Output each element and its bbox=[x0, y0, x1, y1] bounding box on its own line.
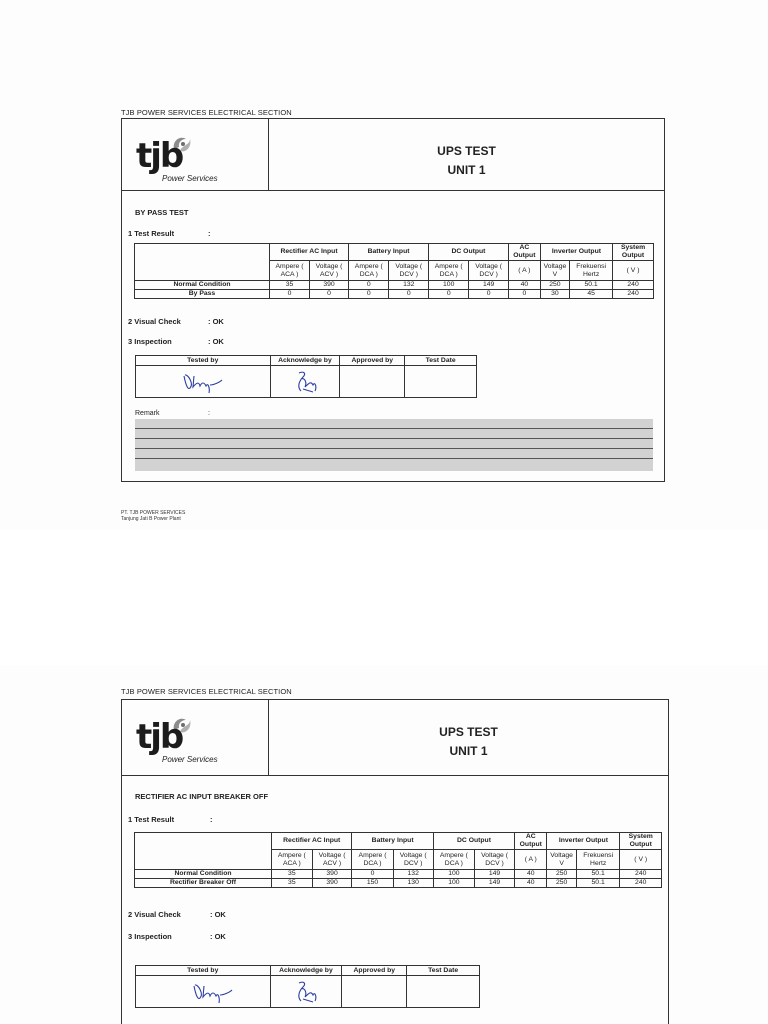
row-label: By Pass bbox=[135, 290, 270, 299]
approved-by-cell bbox=[342, 976, 407, 1008]
cell: 40 bbox=[515, 870, 547, 879]
unit-header: ( V ) bbox=[620, 850, 662, 870]
logo-box bbox=[122, 700, 269, 776]
cell: 0 bbox=[349, 290, 389, 299]
group-header: Rectifier AC Input bbox=[270, 244, 349, 261]
visual-check-label: 2 Visual Check bbox=[128, 317, 181, 326]
table-row bbox=[135, 879, 662, 888]
unit-header: Ampere ( ACA ) bbox=[272, 850, 313, 870]
unit-header: Voltage V bbox=[540, 261, 569, 281]
table-corner-cell bbox=[135, 244, 270, 281]
header-title-box bbox=[269, 700, 668, 776]
sign-header: Test Date bbox=[405, 356, 477, 366]
footer-company: PT. TJB POWER SERVICES bbox=[121, 510, 186, 516]
group-header: System Output bbox=[613, 244, 654, 261]
group-header: AC Output bbox=[515, 833, 547, 850]
cell: 0 bbox=[389, 290, 429, 299]
logo-subtitle: Power Services bbox=[162, 755, 218, 764]
row-label: Rectifier Breaker Off bbox=[135, 879, 272, 888]
inspection-label: 3 Inspection bbox=[128, 337, 172, 346]
unit-header: Voltage ( DCV ) bbox=[393, 850, 433, 870]
cell: 35 bbox=[272, 870, 313, 879]
footer-location: Tanjung Jati B Power Plant bbox=[121, 516, 181, 522]
acknowledge-signature-cell bbox=[270, 976, 342, 1008]
group-header: AC Output bbox=[508, 244, 540, 261]
unit-header: ( A ) bbox=[508, 261, 540, 281]
inspection-label: 3 Inspection bbox=[128, 932, 172, 941]
cell: 0 bbox=[349, 281, 389, 290]
remark-line bbox=[135, 428, 653, 429]
cell: 250 bbox=[547, 879, 576, 888]
unit-header: Voltage ( DCV ) bbox=[389, 261, 429, 281]
table-row bbox=[135, 281, 654, 290]
row-label: Normal Condition bbox=[135, 281, 270, 290]
cell: 100 bbox=[433, 870, 474, 879]
row-label: Normal Condition bbox=[135, 870, 272, 879]
unit-header: Ampere ( ACA ) bbox=[270, 261, 310, 281]
cell: 240 bbox=[613, 290, 654, 299]
visual-check-label: 2 Visual Check bbox=[128, 910, 181, 919]
cell: 132 bbox=[389, 281, 429, 290]
cell: 100 bbox=[433, 879, 474, 888]
inspection-value: : OK bbox=[210, 932, 226, 941]
test-result-label: 1 Test Result bbox=[128, 815, 175, 824]
unit-header: Voltage ( ACV ) bbox=[312, 850, 352, 870]
sign-header: Test Date bbox=[407, 966, 480, 976]
cell: 0 bbox=[469, 290, 509, 299]
test-result-table bbox=[134, 243, 654, 299]
unit-label: UNIT 1 bbox=[449, 744, 488, 758]
test-result-label: 1 Test Result bbox=[128, 229, 175, 238]
group-header: DC Output bbox=[433, 833, 514, 850]
sign-header: Tested by bbox=[136, 356, 271, 366]
cell: 40 bbox=[508, 281, 540, 290]
unit-header: ( V ) bbox=[613, 261, 654, 281]
group-header: Inverter Output bbox=[547, 833, 620, 850]
cell: 149 bbox=[469, 281, 509, 290]
unit-header: Ampere ( DCA ) bbox=[349, 261, 389, 281]
header-title-box bbox=[269, 119, 664, 191]
page-title: UPS TEST bbox=[437, 144, 496, 158]
cell: 240 bbox=[620, 879, 662, 888]
unit-header: Frekuensi Hertz bbox=[576, 850, 620, 870]
cell: 45 bbox=[570, 290, 613, 299]
remark-label: Remark bbox=[135, 410, 160, 417]
cell: 30 bbox=[540, 290, 569, 299]
unit-header: Voltage ( DCV ) bbox=[474, 850, 514, 870]
group-header: DC Output bbox=[429, 244, 509, 261]
cell: 390 bbox=[312, 879, 352, 888]
section-title: TJB POWER SERVICES ELECTRICAL SECTION bbox=[121, 108, 292, 117]
table-row bbox=[135, 870, 662, 879]
signature-table bbox=[135, 965, 480, 1008]
approved-by-cell bbox=[340, 366, 405, 398]
remark-line bbox=[135, 458, 653, 459]
cell: 50.1 bbox=[576, 870, 620, 879]
document-page-2 bbox=[0, 665, 768, 1024]
unit-header: Voltage ( DCV ) bbox=[469, 261, 509, 281]
tested-by-signature-cell bbox=[136, 976, 271, 1008]
cell: 35 bbox=[270, 281, 310, 290]
cell: 0 bbox=[270, 290, 310, 299]
unit-header: Ampere ( DCA ) bbox=[352, 850, 393, 870]
signature-image bbox=[180, 370, 224, 394]
signature-image bbox=[293, 369, 321, 395]
visual-check-value: : OK bbox=[210, 910, 226, 919]
cell: 390 bbox=[312, 870, 352, 879]
sign-header: Approved by bbox=[342, 966, 407, 976]
cell: 250 bbox=[547, 870, 576, 879]
logo-mark: tjb bbox=[136, 717, 183, 757]
sign-header: Acknowledge by bbox=[270, 966, 342, 976]
cell: 390 bbox=[309, 281, 348, 290]
unit-header: Ampere ( DCA ) bbox=[433, 850, 474, 870]
section-title: TJB POWER SERVICES ELECTRICAL SECTION bbox=[121, 687, 292, 696]
cell: 240 bbox=[620, 870, 662, 879]
form-frame bbox=[121, 699, 669, 1024]
logo-mark: tjb bbox=[136, 136, 183, 176]
remark-area bbox=[135, 419, 653, 471]
cell: 149 bbox=[474, 870, 514, 879]
group-header: Battery Input bbox=[349, 244, 429, 261]
cell: 130 bbox=[393, 879, 433, 888]
signature-image bbox=[190, 980, 234, 1004]
unit-header: Frekuensi Hertz bbox=[570, 261, 613, 281]
signature-table bbox=[135, 355, 477, 398]
sign-header: Acknowledge by bbox=[270, 356, 340, 366]
acknowledge-signature-cell bbox=[270, 366, 340, 398]
group-header: Battery Input bbox=[352, 833, 433, 850]
cell: 50.1 bbox=[576, 879, 620, 888]
cell: 250 bbox=[540, 281, 569, 290]
cell: 240 bbox=[613, 281, 654, 290]
cell: 150 bbox=[352, 879, 393, 888]
test-result-value: : bbox=[210, 815, 213, 824]
group-header: System Output bbox=[620, 833, 662, 850]
cell: 50.1 bbox=[570, 281, 613, 290]
cell: 0 bbox=[508, 290, 540, 299]
cell: 100 bbox=[429, 281, 469, 290]
cell: 40 bbox=[515, 879, 547, 888]
cell: 149 bbox=[474, 879, 514, 888]
sign-header: Tested by bbox=[136, 966, 271, 976]
cell: 0 bbox=[429, 290, 469, 299]
page-title: UPS TEST bbox=[439, 725, 498, 739]
cell: 35 bbox=[272, 879, 313, 888]
cell: 0 bbox=[309, 290, 348, 299]
group-header: Rectifier AC Input bbox=[272, 833, 352, 850]
test-name: BY PASS TEST bbox=[135, 208, 189, 217]
tested-by-signature-cell bbox=[136, 366, 271, 398]
table-corner-cell bbox=[135, 833, 272, 870]
footer bbox=[121, 510, 185, 522]
remark-colon: : bbox=[208, 410, 210, 417]
test-result-table bbox=[134, 832, 662, 888]
remark-line bbox=[135, 438, 653, 439]
test-name: RECTIFIER AC INPUT BREAKER OFF bbox=[135, 792, 269, 801]
table-row bbox=[135, 290, 654, 299]
unit-header: Voltage ( ACV ) bbox=[309, 261, 348, 281]
cell: 132 bbox=[393, 870, 433, 879]
cell: 0 bbox=[352, 870, 393, 879]
test-result-value: : bbox=[208, 229, 211, 238]
unit-header: Ampere ( DCA ) bbox=[429, 261, 469, 281]
logo-box bbox=[122, 119, 269, 191]
unit-label: UNIT 1 bbox=[447, 163, 486, 177]
unit-header: Voltage V bbox=[547, 850, 576, 870]
sign-header: Approved by bbox=[340, 356, 405, 366]
test-date-cell bbox=[405, 366, 477, 398]
logo-subtitle: Power Services bbox=[162, 174, 218, 183]
signature-image bbox=[293, 979, 321, 1005]
test-date-cell bbox=[407, 976, 480, 1008]
remark-line bbox=[135, 448, 653, 449]
inspection-value: : OK bbox=[208, 337, 224, 346]
visual-check-value: : OK bbox=[208, 317, 224, 326]
unit-header: ( A ) bbox=[515, 850, 547, 870]
group-header: Inverter Output bbox=[540, 244, 612, 261]
form-frame bbox=[121, 118, 665, 482]
